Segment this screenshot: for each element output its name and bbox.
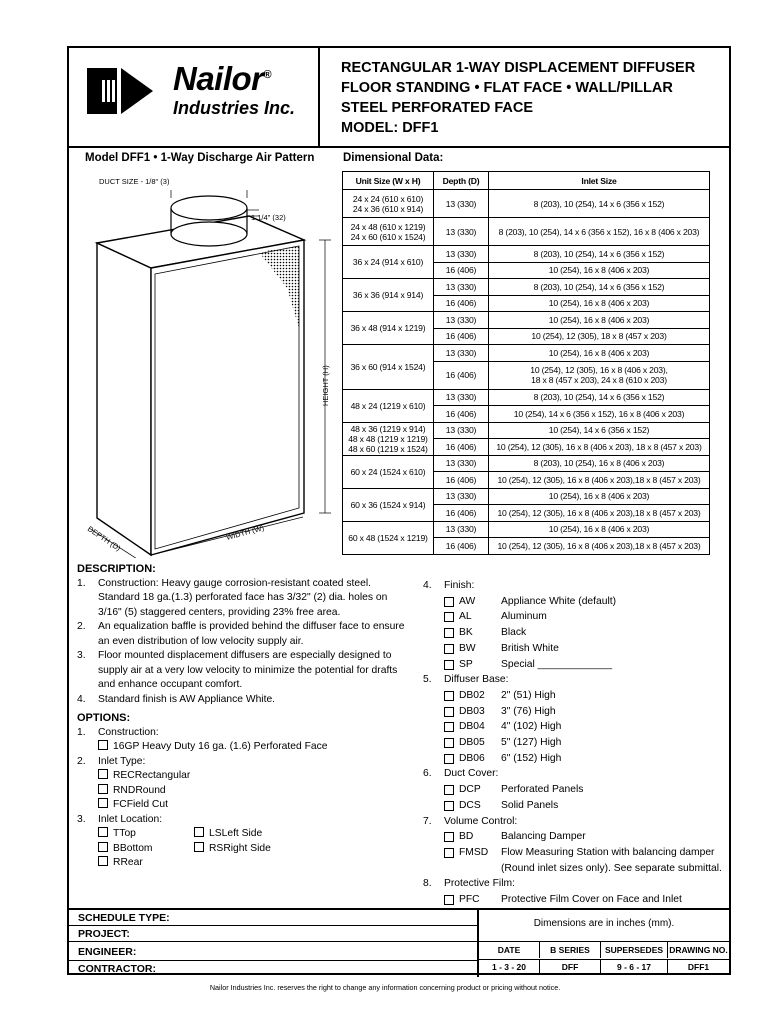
inlet-size-line: 18 x 8 (457 x 203), 24 x 8 (610 x 203)	[531, 375, 667, 385]
dimensions-note: Dimensions are in inches (mm).	[533, 918, 675, 929]
unit-size-line: 24 x 48 (610 x 1219)	[350, 221, 426, 232]
checkbox-icon[interactable]	[444, 801, 454, 811]
option-pfc[interactable]: PFC Protective Film Cover on Face and Inlet	[444, 892, 728, 908]
inlet-size-cell: 10 (254), 16 x 8 (406 x 203)	[489, 312, 710, 329]
left-column	[77, 562, 409, 871]
table-row	[343, 279, 710, 296]
unit-size-line: 48 x 36 (1219 x 914)	[350, 423, 426, 434]
checkbox-icon[interactable]	[444, 785, 454, 795]
registered-mark: ®	[263, 69, 272, 81]
option-db05[interactable]: DB05 5" (127) High	[444, 735, 728, 751]
date-value: 1 - 3 - 20	[479, 959, 540, 975]
drawing-no-value: DFF1	[687, 962, 710, 972]
inlet-size-line: 10 (254), 12 (305), 16 x 8 (406 x 203),18 x 8 (457 x 203)	[497, 507, 701, 518]
depth-cell: 13 (330)	[434, 345, 489, 362]
title-line: FLOOR STANDING • FLAT FACE • WALL/PILLAR	[341, 80, 673, 96]
checkbox-icon[interactable]	[444, 895, 454, 905]
checkbox-icon[interactable]	[444, 754, 454, 764]
checkbox-icon[interactable]	[98, 740, 108, 750]
inlet-size-cell	[489, 439, 710, 456]
title-line: STEEL PERFORATED FACE	[341, 100, 534, 116]
unit-size-line: 48 x 48 (1219 x 1219)	[348, 433, 428, 444]
inlet-size-cell: 10 (254), 16 x 8 (406 x 203)	[489, 521, 710, 538]
unit-size-cell	[343, 521, 434, 554]
depth-label: DEPTH (D)	[85, 524, 123, 553]
logo-subtitle: Industries Inc.	[173, 98, 296, 118]
depth-cell: 13 (330)	[434, 246, 489, 263]
header-inlet-size: Inlet Size	[489, 172, 710, 190]
inlet-size-cell: 8 (203), 10 (254), 14 x 6 (356 x 152)	[489, 279, 710, 296]
description-text: Construction: Heavy gauge corrosion-resistant coated steel. Standard 18 ga.(1.3) perforated face has 3/32" (2) dia. holes on 3/16" (5) staggered centers, providing 23% free area.	[98, 577, 388, 618]
depth-cell: 16 (406)	[434, 439, 489, 456]
table-row	[343, 521, 710, 538]
checkbox-icon[interactable]	[444, 660, 454, 670]
checkbox-icon[interactable]	[444, 832, 454, 842]
depth-cell: 13 (330)	[434, 218, 489, 246]
logo-name: Nailor	[173, 60, 264, 97]
model-label: Model DFF1 • 1-Way Discharge Air Pattern	[85, 152, 315, 164]
drawing-info	[477, 910, 731, 977]
inset-label: 1 1/4" (32)	[251, 213, 286, 222]
depth-cell: 16 (406)	[434, 328, 489, 345]
option-db02[interactable]: DB02 2" (51) High	[444, 688, 728, 704]
description-item: 2. An equalization baffle is provided behind the diffuser face to ensure an even distribution of low velocity supply air.	[77, 621, 405, 647]
table-row	[343, 389, 710, 406]
option-sp[interactable]: SP Special _____________	[444, 657, 728, 673]
series-value: DFF	[540, 959, 601, 975]
checkbox-icon[interactable]	[98, 769, 108, 779]
inlet-size-cell	[489, 328, 710, 345]
header-depth: Depth (D)	[434, 172, 489, 190]
description-item: 1. Construction: Heavy gauge corrosion-resistant coated steel. Standard 18 ga.(1.3) perforated face has 3/32" (2) dia. holes on 3/16" (5) staggered centers, providing 23% free area.	[77, 577, 388, 618]
description-text: An equalization baffle is provided behind the diffuser face to ensure an even distribution of low velocity supply air.	[98, 621, 405, 647]
option-rnd[interactable]: RNDRound	[98, 784, 409, 799]
option-ls[interactable]: LSLeft Side	[194, 827, 271, 842]
unit-size-cell	[343, 218, 434, 246]
option-al[interactable]: AL Aluminum	[444, 609, 728, 625]
checkbox-icon[interactable]	[444, 738, 454, 748]
disclaimer: Nailor Industries Inc. reserves the right to change any information concerning product or pricing without notice.	[209, 983, 561, 992]
description-item: 4. Standard finish is AW Appliance White.	[77, 693, 276, 705]
title-line: MODEL: DFF1	[341, 120, 439, 136]
diffuser-drawing	[69, 168, 341, 558]
footer	[69, 908, 729, 977]
inlet-size-cell: 8 (203), 10 (254), 14 x 6 (356 x 152)	[489, 389, 710, 406]
title-line: RECTANGULAR 1-WAY DISPLACEMENT DIFFUSER	[341, 60, 696, 76]
option-group-inlet-type: 2. Inlet Type: RECRectangular RNDRound FCField Cut	[77, 755, 409, 813]
checkbox-icon[interactable]	[98, 784, 108, 794]
unit-size-line: 24 x 36 (610 x 914)	[352, 203, 424, 214]
table-row	[343, 312, 710, 329]
table-row	[343, 246, 710, 263]
spec-sheet	[67, 46, 731, 975]
checkbox-icon[interactable]	[194, 827, 204, 837]
options-heading: OPTIONS:	[77, 712, 131, 724]
unit-size-cell	[343, 389, 434, 422]
unit-size-line: 60 x 36 (1524 x 914)	[350, 499, 426, 510]
checkbox-icon[interactable]	[444, 722, 454, 732]
inlet-size-cell: 10 (254), 16 x 8 (406 x 203)	[489, 345, 710, 362]
table-header-row	[343, 172, 710, 190]
supersedes-header: SUPERSEDES	[601, 942, 668, 958]
depth-cell: 13 (330)	[434, 312, 489, 329]
inlet-size-cell: 8 (203), 10 (254), 14 x 6 (356 x 152), 16 x 8 (406 x 203)	[489, 218, 710, 246]
unit-size-cell	[343, 312, 434, 345]
nailor-logo-icon	[87, 68, 153, 114]
unit-size-cell	[343, 345, 434, 390]
checkbox-icon[interactable]	[98, 856, 108, 866]
checkbox-icon[interactable]	[98, 827, 108, 837]
option-group-base: 5. Diffuser Base: DB02 2" (51) High DB03 3" (76) High DB04 4" (102) High DB05 5" (127) High DB06 6" (152) High	[423, 672, 728, 766]
logo	[69, 48, 320, 146]
option-fmsd[interactable]: FMSD Flow Measuring Station with balancing damper (Round inlet sizes only). See separate submittal.	[444, 845, 728, 876]
inlet-size-cell	[489, 505, 710, 522]
unit-size-cell	[343, 279, 434, 312]
project-field[interactable]: PROJECT:	[69, 926, 477, 942]
depth-cell: 16 (406)	[434, 361, 489, 389]
checkbox-icon[interactable]	[194, 842, 204, 852]
supersedes-value: 9 - 6 - 17	[601, 959, 668, 975]
checkbox-icon[interactable]	[444, 707, 454, 717]
unit-size-line: 24 x 60 (610 x 1524)	[350, 231, 426, 242]
depth-cell: 16 (406)	[434, 262, 489, 279]
checkbox-icon[interactable]	[444, 612, 454, 622]
inlet-size-cell: 8 (203), 10 (254), 14 x 6 (356 x 152)	[489, 246, 710, 263]
inlet-size-cell	[489, 262, 710, 279]
date-header: DATE	[479, 942, 540, 958]
option-group-volume: 7. Volume Control: BD Balancing Damper FMSD Flow Measuring Station with balancing damper (Round inlet sizes only). See separate submittal.	[423, 814, 728, 877]
schedule-type-field[interactable]: SCHEDULE TYPE:	[69, 910, 477, 926]
drawing-no-header: DRAWING NO.	[669, 945, 728, 955]
table-row	[343, 218, 710, 246]
option-db04[interactable]: DB04 4" (102) High	[444, 719, 728, 735]
checkbox-icon[interactable]	[444, 848, 454, 858]
description-text: Standard finish is AW Appliance White.	[98, 693, 276, 705]
inlet-size-line: 10 (254), 12 (305), 16 x 8 (406 x 203),18 x 8 (457 x 203)	[497, 540, 701, 551]
inlet-size-line: 10 (254), 12 (305), 18 x 8 (457 x 203)	[531, 331, 667, 342]
option-b[interactable]: BBottom	[98, 842, 194, 857]
unit-size-line: 36 x 36 (914 x 914)	[352, 290, 424, 300]
depth-cell: 13 (330)	[434, 389, 489, 406]
option-rec[interactable]: RECRectangular	[98, 769, 409, 784]
checkbox-icon[interactable]	[98, 798, 108, 808]
checkbox-icon[interactable]	[444, 628, 454, 638]
checkbox-icon[interactable]	[98, 842, 108, 852]
inlet-size-line: 10 (254), 12 (305), 16 x 8 (406 x 203),18 x 8 (457 x 203)	[497, 474, 701, 485]
table-row	[343, 422, 710, 439]
option-group-inlet-location: 3. Inlet Location: TTop BBottom RRear LSLeft Side RSRight Side	[77, 813, 409, 871]
checkbox-icon[interactable]	[444, 691, 454, 701]
unit-size-line: 60 x 24 (1524 x 610)	[350, 466, 426, 477]
unit-size-line: 24 x 24 (610 x 610)	[352, 193, 424, 204]
unit-size-cell	[343, 455, 434, 488]
duct-size-label: DUCT SIZE - 1/8" (3)	[99, 177, 170, 186]
inlet-size-cell: 10 (254), 14 x 6 (356 x 152)	[489, 422, 710, 439]
header-unit-size: Unit Size (W x H)	[343, 172, 434, 190]
inlet-size-cell: 10 (254), 16 x 8 (406 x 203)	[489, 488, 710, 505]
unit-size-line: 48 x 24 (1219 x 610)	[350, 400, 426, 411]
header	[69, 48, 729, 148]
option-rs[interactable]: RSRight Side	[194, 842, 271, 857]
option-bk[interactable]: BK Black	[444, 625, 728, 641]
series-header: B SERIES	[540, 942, 601, 958]
depth-cell: 13 (330)	[434, 521, 489, 538]
table-row	[343, 455, 710, 472]
option-bw[interactable]: BW British White	[444, 641, 728, 657]
inlet-size-cell	[489, 295, 710, 312]
depth-cell: 13 (330)	[434, 488, 489, 505]
height-label: HEIGHT (H)	[321, 365, 330, 406]
contractor-field[interactable]: CONTRACTOR:	[78, 963, 156, 975]
inlet-size-line: 10 (254), 12 (305), 16 x 8 (406 x 203),	[530, 365, 668, 375]
description-heading: DESCRIPTION:	[77, 563, 156, 575]
option-aw[interactable]: AW Appliance White (default)	[444, 594, 728, 610]
depth-cell: 13 (330)	[434, 190, 489, 218]
option-t[interactable]: TTop	[98, 827, 194, 842]
depth-cell: 16 (406)	[434, 295, 489, 312]
unit-size-line: 36 x 48 (914 x 1219)	[350, 323, 426, 333]
table-row	[343, 190, 710, 218]
table-row	[343, 488, 710, 505]
table-row	[343, 345, 710, 362]
option-group-cover: 6. Duct Cover: DCP Perforated Panels DCS Solid Panels	[423, 766, 728, 813]
inlet-size-cell	[489, 472, 710, 489]
unit-size-line: 60 x 48 (1524 x 1219)	[348, 532, 428, 543]
depth-cell: 13 (330)	[434, 279, 489, 296]
dimensional-data-table	[342, 171, 710, 555]
option-group-construction: 1. Construction: 16GP Heavy Duty 16 ga. (1.6) Perforated Face	[77, 726, 409, 755]
inlet-size-line: 10 (254), 12 (305), 16 x 8 (406 x 203), 18 x 8 (457 x 203)	[496, 441, 702, 452]
unit-size-cell	[343, 246, 434, 279]
unit-size-line: 48 x 60 (1219 x 1524)	[348, 443, 428, 454]
depth-cell: 16 (406)	[434, 505, 489, 522]
unit-size-cell	[343, 190, 434, 218]
option-dcp[interactable]: DCP Perforated Panels	[444, 782, 728, 798]
option-r[interactable]: RRear	[98, 856, 194, 871]
dimensional-label: Dimensional Data:	[343, 152, 444, 164]
option-bd[interactable]: BD Balancing Damper	[444, 829, 728, 845]
depth-cell: 16 (406)	[434, 538, 489, 555]
inlet-size-line: 10 (254), 16 x 8 (406 x 203)	[548, 298, 650, 309]
inlet-size-cell	[489, 538, 710, 555]
option-db03[interactable]: DB03 3" (76) High	[444, 704, 728, 720]
inlet-size-line: 10 (254), 16 x 8 (406 x 203)	[548, 265, 650, 276]
unit-size-cell	[343, 422, 434, 455]
table-body	[343, 190, 710, 555]
depth-cell: 16 (406)	[434, 406, 489, 423]
unit-size-line: 36 x 24 (914 x 610)	[352, 257, 424, 267]
depth-cell: 13 (330)	[434, 455, 489, 472]
inlet-size-cell	[489, 361, 710, 389]
unit-size-cell	[343, 488, 434, 521]
option-16gp[interactable]: 16GP Heavy Duty 16 ga. (1.6) Perforated Face	[98, 740, 409, 755]
inlet-size-cell: 8 (203), 10 (254), 14 x 6 (356 x 152)	[489, 190, 710, 218]
checkbox-icon[interactable]	[444, 597, 454, 607]
option-db06[interactable]: DB06 6" (152) High	[444, 751, 728, 767]
inlet-size-cell: 8 (203), 10 (254), 16 x 8 (406 x 203)	[489, 455, 710, 472]
description-text: Floor mounted displacement diffusers are especially designed to supply air at a very low velocity to minimize the potential for drafts and enhance occupant comfort.	[98, 650, 398, 690]
right-column	[423, 578, 728, 908]
document-title	[341, 58, 695, 138]
engineer-field[interactable]: ENGINEER:	[69, 942, 477, 961]
option-fc[interactable]: FCField Cut	[98, 798, 409, 813]
option-dcs[interactable]: DCS Solid Panels	[444, 798, 728, 814]
depth-cell: 13 (330)	[434, 422, 489, 439]
description-item: 3. Floor mounted displacement diffusers are especially designed to supply air at a very low velocity to minimize the potential for drafts and enhance occupant comfort.	[77, 650, 398, 690]
width-label: WIDTH (W)	[225, 523, 265, 542]
depth-cell: 16 (406)	[434, 472, 489, 489]
option-group-film: 8. Protective Film: PFC Protective Film Cover on Face and Inlet	[423, 876, 728, 907]
inlet-size-cell	[489, 406, 710, 423]
inlet-size-line: 10 (254), 14 x 6 (356 x 152), 16 x 8 (406 x 203)	[513, 408, 685, 419]
checkbox-icon[interactable]	[444, 644, 454, 654]
option-group-finish: 4. Finish: AW Appliance White (default) AL Aluminum BK Black BW British White SP Special _____________	[423, 578, 728, 672]
unit-size-line: 36 x 60 (914 x 1524)	[350, 361, 426, 372]
